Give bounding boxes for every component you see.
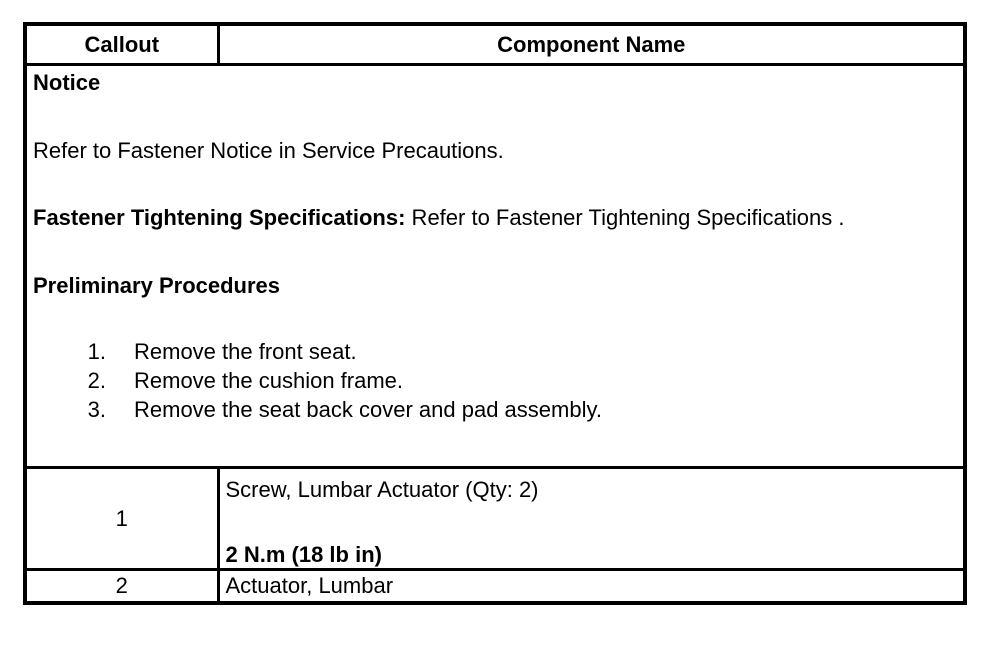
table-row	[25, 570, 965, 603]
step-number: 2.	[87, 368, 106, 393]
step-text: Remove the seat back cover and pad assembly.	[134, 397, 602, 422]
component-name: Actuator, Lumbar	[218, 570, 965, 603]
table-header-row	[25, 24, 965, 65]
notice-cell	[25, 65, 965, 468]
fastener-spec-line	[33, 205, 844, 231]
callout-cell: 1	[25, 468, 218, 570]
list-item	[87, 397, 602, 423]
torque-spec: 2 N.m (18 lb in)	[225, 542, 382, 567]
fastener-spec-text: Refer to Fastener Tightening Specifications .	[405, 205, 845, 230]
callout-cell: 2	[25, 570, 218, 603]
step-text: Remove the cushion frame.	[134, 368, 404, 393]
callout-header: Callout	[25, 24, 218, 65]
notice-row	[25, 65, 965, 468]
step-text: Remove the front seat.	[134, 339, 357, 364]
step-number: 3.	[87, 397, 106, 422]
list-item	[87, 368, 404, 394]
component-cell	[218, 468, 965, 570]
notice-title: Notice	[33, 70, 101, 95]
procedures-title: Preliminary Procedures	[33, 273, 281, 298]
notice-text: Refer to Fastener Notice in Service Precautions.	[33, 138, 504, 163]
step-number: 1.	[87, 339, 106, 364]
fastener-spec-label: Fastener Tightening Specifications:	[33, 205, 406, 230]
component-name: Screw, Lumbar Actuator (Qty: 2)	[225, 477, 539, 502]
component-table	[23, 22, 967, 605]
component-name-header: Component Name	[218, 24, 965, 65]
list-item	[87, 339, 357, 365]
table-row	[25, 468, 965, 570]
